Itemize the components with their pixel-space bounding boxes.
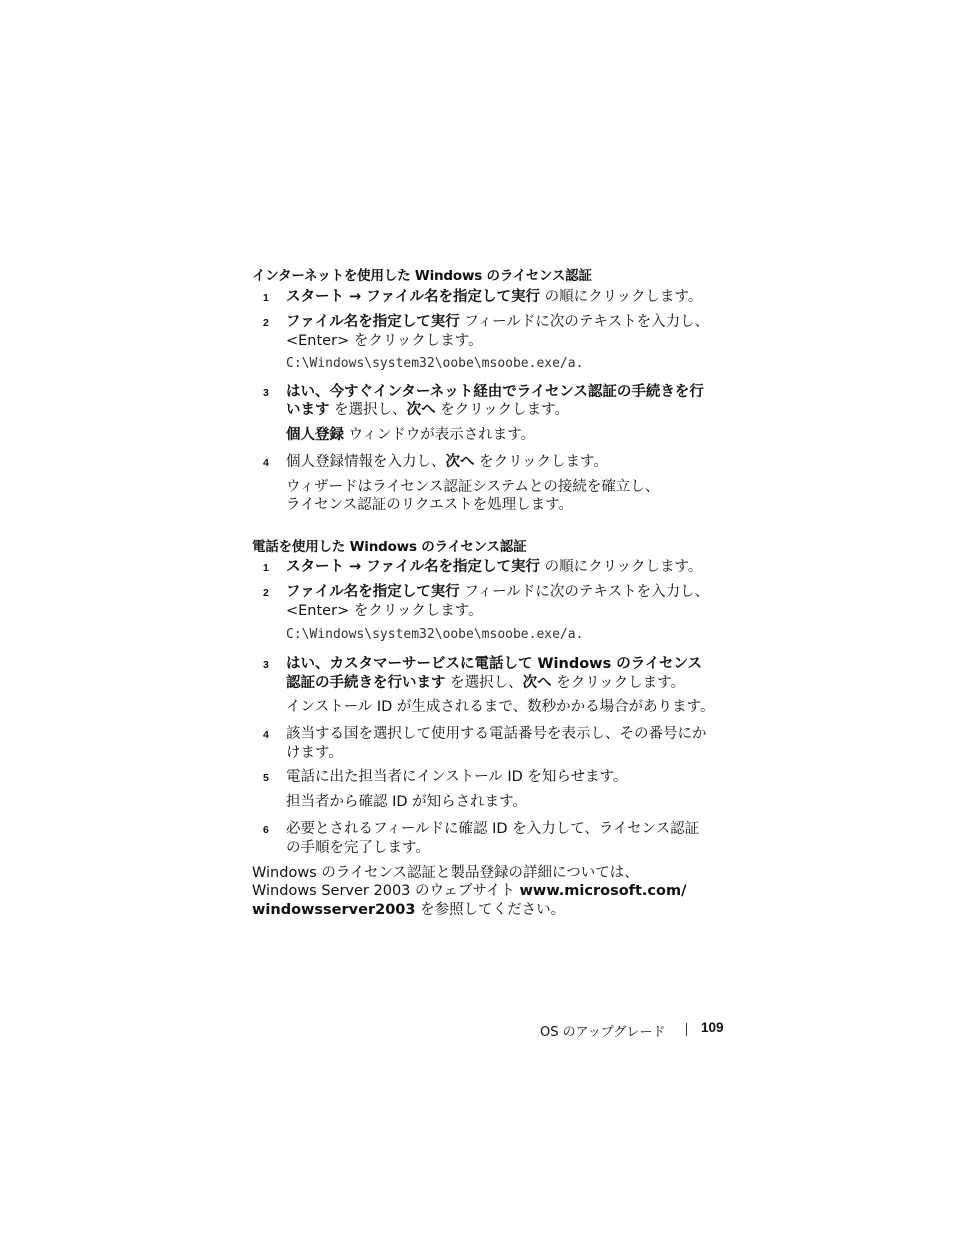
website-link[interactable]: www.microsoft.com/ (519, 883, 687, 899)
website-link[interactable]: windowsserver2003 (252, 902, 416, 918)
step-text: 該当する国を選択して使用する電話番号を表示し、その番号にか (286, 726, 707, 742)
section-heading-internet: インターネットを使用した Windows のライセンス認証 (252, 268, 592, 284)
step-text: の手順を完了します。 (286, 840, 430, 856)
step-text: はい、今すぐインターネット経由でライセンス認証の手続きを行 (286, 384, 704, 400)
footer-section-title: OS のアップグレード (540, 1025, 666, 1040)
command-text: C:\Windows\system32\oobe\msoobe.exe/a. (286, 627, 584, 642)
step-text: 電話に出た担当者にインストール ID を知らせます。 (286, 769, 628, 785)
step-number: 4 (263, 457, 269, 469)
step-note: ウィザードはライセンス認証システムとの接続を確立し、 (286, 479, 660, 495)
step-text: ファイル名を指定して実行 フィールドに次のテキストを入力し、 (286, 584, 710, 600)
step-text: <Enter> をクリックします。 (286, 603, 483, 619)
step-text: 必要とされるフィールドに確認 ID を入力して、ライセンス認証 (286, 821, 700, 837)
step-text: ファイル名を指定して実行 フィールドに次のテキストを入力し、 (286, 314, 710, 330)
step-note: 個人登録 ウィンドウが表示されます。 (286, 427, 536, 443)
step-number: 6 (263, 824, 269, 836)
step-number: 1 (263, 292, 269, 304)
step-note: インストール ID が生成されるまで、数秒かかる場合があります。 (286, 699, 715, 715)
closing-text: windowsserver2003 を参照してください。 (252, 902, 566, 918)
step-number: 1 (263, 562, 269, 574)
step-number: 4 (263, 729, 269, 741)
step-text: けます。 (286, 745, 343, 761)
step-text: はい、カスタマーサービスに電話して Windows のライセンス (286, 656, 702, 672)
step-number: 5 (263, 772, 269, 784)
footer-divider (686, 1023, 687, 1036)
step-text: スタート → ファイル名を指定して実行 の順にクリックします。 (286, 559, 703, 575)
step-text: スタート → ファイル名を指定して実行 の順にクリックします。 (286, 289, 703, 305)
step-note: 担当者から確認 ID が知らされます。 (286, 794, 527, 810)
step-note: ライセンス認証のリクエストを処理します。 (286, 497, 573, 513)
step-number: 2 (263, 587, 269, 599)
command-text: C:\Windows\system32\oobe\msoobe.exe/a. (286, 356, 584, 371)
closing-text: Windows Server 2003 のウェブサイト www.microsoft.com/ (252, 883, 687, 899)
step-number: 3 (263, 387, 269, 399)
step-text: <Enter> をクリックします。 (286, 333, 483, 349)
section-heading-phone: 電話を使用した Windows のライセンス認証 (252, 539, 527, 555)
page-number: 109 (701, 1020, 724, 1035)
step-text: います を選択し、次へ をクリックします。 (286, 402, 569, 418)
closing-text: Windows のライセンス認証と製品登録の詳細については、 (252, 865, 639, 881)
step-text: 認証の手続きを行います を選択し、次へ をクリックします。 (286, 675, 685, 691)
step-text: 個人登録情報を入力し、次へ をクリックします。 (286, 454, 608, 470)
step-number: 3 (263, 659, 269, 671)
step-number: 2 (263, 317, 269, 329)
